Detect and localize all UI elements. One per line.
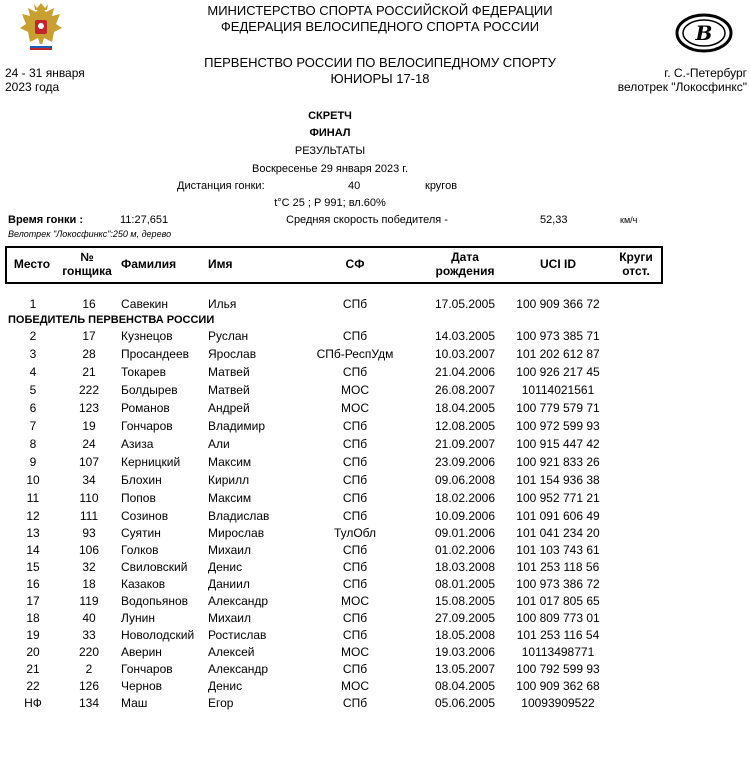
cell-uci: 101 253 116 54 — [516, 628, 600, 642]
cell-uci: 101 154 936 38 — [516, 473, 600, 487]
cell-place: 9 — [29, 455, 37, 469]
table-row — [0, 345, 750, 363]
cell-first: Александр — [208, 594, 269, 608]
table-row — [0, 435, 750, 453]
cell-region: СПб — [342, 611, 368, 625]
cell-dob: 27.09.2005 — [434, 611, 496, 625]
table-row — [0, 575, 750, 593]
cell-region: СПб-РеспУдм — [316, 347, 394, 361]
table-row — [0, 295, 750, 313]
event-venue: велотрек "Локосфинкс" — [617, 80, 747, 94]
cell-uci: 10114021561 — [521, 383, 595, 397]
cell-uci: 100 779 579 71 — [516, 401, 600, 415]
table-row — [0, 626, 750, 644]
cell-dob: 01.02.2006 — [434, 543, 496, 557]
cell-dob: 15.08.2005 — [434, 594, 496, 608]
cell-last: Савекин — [121, 297, 168, 311]
event-city: г. С.-Петербург — [664, 66, 747, 80]
cell-uci: 101 091 606 49 — [516, 509, 600, 523]
cell-uci: 101 017 805 65 — [516, 594, 600, 608]
cell-num: 222 — [78, 383, 100, 397]
cell-num: 123 — [78, 401, 100, 415]
cell-first: Владимир — [208, 419, 266, 433]
cell-region: СПб — [342, 662, 368, 676]
cell-first: Матвей — [208, 383, 250, 397]
table-row — [0, 660, 750, 678]
cell-region: СПб — [342, 628, 368, 642]
cell-last: Свиловский — [121, 560, 188, 574]
cell-dob: 18.05.2008 — [434, 628, 496, 642]
cell-dob: 23.09.2006 — [434, 455, 496, 469]
cell-num: 33 — [82, 628, 96, 642]
cell-last: Блохин — [121, 473, 162, 487]
cell-region: СПб — [342, 365, 368, 379]
cell-dob: 05.06.2005 — [434, 696, 496, 710]
cell-region: СПб — [342, 509, 368, 523]
cell-num: 119 — [79, 594, 99, 608]
table-row — [0, 471, 750, 489]
cell-num: 220 — [78, 645, 100, 659]
col-uci: UCI ID — [540, 257, 576, 271]
col-place: Место — [13, 257, 51, 271]
race-date: Воскресенье 29 января 2023 г. — [251, 163, 409, 175]
cell-num: 19 — [82, 419, 96, 433]
cell-num: 93 — [82, 526, 96, 540]
distance-unit: кругов — [425, 180, 458, 192]
category-title: ЮНИОРЫ 17-18 — [330, 71, 430, 86]
cell-uci: 100 792 599 93 — [516, 662, 600, 676]
cell-place: 1 — [29, 297, 37, 311]
cell-uci: 10113498771 — [521, 645, 595, 659]
cycling-federation-logo-icon — [674, 12, 734, 54]
cell-first: Андрей — [208, 401, 250, 415]
cell-dob: 10.09.2006 — [434, 509, 496, 523]
cell-uci: 100 921 833 26 — [516, 455, 600, 469]
cell-dob: 18.04.2005 — [434, 401, 496, 415]
cell-dob: 21.09.2007 — [434, 437, 496, 451]
cell-last: Голков — [121, 543, 159, 557]
cell-uci: 100 909 362 68 — [516, 679, 600, 693]
table-row — [0, 677, 750, 695]
cell-region: СПб — [342, 696, 368, 710]
cell-first: Ярослав — [208, 347, 257, 361]
cell-place: 22 — [26, 679, 40, 693]
cell-place: 2 — [29, 329, 37, 343]
table-row — [0, 694, 750, 712]
cell-place: 7 — [29, 419, 37, 433]
cell-uci: 101 202 612 87 — [516, 347, 600, 361]
cell-region: СПб — [342, 455, 368, 469]
table-row — [0, 592, 750, 610]
cell-last: Водопьянов — [121, 594, 189, 608]
cell-first: Денис — [208, 560, 243, 574]
cell-num: 16 — [82, 297, 96, 311]
championship-title: ПЕРВЕНСТВО РОССИИ ПО ВЕЛОСИПЕДНОМУ СПОРТУ — [204, 55, 556, 70]
cell-first: Илья — [208, 297, 237, 311]
cell-uci: 101 041 234 20 — [516, 526, 600, 540]
table-row — [0, 524, 750, 542]
cell-num: 34 — [82, 473, 96, 487]
cell-first: Алексей — [208, 645, 255, 659]
col-first-name: Имя — [208, 257, 233, 271]
table-row — [0, 417, 750, 435]
cell-dob: 09.06.2008 — [434, 473, 496, 487]
cell-last: Кузнецов — [121, 329, 173, 343]
table-row — [0, 363, 750, 381]
cell-uci: 100 973 385 71 — [516, 329, 600, 343]
event-year: 2023 года — [5, 80, 60, 94]
cell-first: Максим — [208, 491, 252, 505]
cell-region: СПб — [342, 419, 368, 433]
cell-dob: 18.03.2008 — [434, 560, 496, 574]
cell-region: МОС — [341, 594, 369, 608]
cell-uci: 100 972 599 93 — [516, 419, 600, 433]
cell-num: 32 — [82, 560, 96, 574]
col-dob-line1: Дата — [451, 250, 479, 264]
cell-last: Токарев — [121, 365, 166, 379]
cell-num: 40 — [82, 611, 96, 625]
cell-region: СПб — [342, 329, 368, 343]
distance-value: 40 — [348, 180, 361, 192]
svg-text:B: B — [695, 21, 713, 45]
cell-first: Руслан — [208, 329, 249, 343]
cell-first: Михаил — [208, 611, 251, 625]
winner-speed-value: 52,33 — [540, 214, 568, 226]
distance-label: Дистанция гонки: — [177, 180, 265, 192]
cell-last: Азиза — [121, 437, 154, 451]
cell-num: 110 — [79, 491, 99, 505]
cell-last: Гончаров — [121, 419, 173, 433]
cell-first: Денис — [208, 679, 243, 693]
cell-num: 107 — [78, 455, 100, 469]
weather-conditions: t°C 25 ; P 991; вл.60% — [274, 197, 386, 209]
cell-last: Болдырев — [121, 383, 178, 397]
cell-region: МОС — [341, 679, 369, 693]
cell-last: Новолодский — [121, 628, 195, 642]
results-table-header — [5, 246, 663, 284]
table-row — [0, 327, 750, 345]
cell-place: 4 — [29, 365, 37, 379]
race-time-value: 11:27,651 — [120, 214, 169, 226]
cell-num: 2 — [85, 662, 93, 676]
cell-dob: 19.03.2006 — [434, 645, 496, 659]
cell-first: Мирослав — [208, 526, 265, 540]
table-row — [0, 643, 750, 661]
cell-last: Суятин — [121, 526, 161, 540]
cell-first: Ростислав — [208, 628, 267, 642]
cell-num: 24 — [82, 437, 96, 451]
table-row — [0, 507, 750, 525]
cell-last: Маш — [121, 696, 148, 710]
cell-region: МОС — [341, 401, 369, 415]
cell-num: 134 — [78, 696, 100, 710]
cell-place: 19 — [26, 628, 40, 642]
discipline-title: СКРЕТЧ — [308, 110, 352, 122]
cell-first: Кирилл — [208, 473, 250, 487]
cell-first: Владислав — [208, 509, 270, 523]
cell-place: 14 — [26, 543, 40, 557]
table-row — [0, 399, 750, 417]
cell-first: Максим — [208, 455, 252, 469]
cell-place: 3 — [29, 347, 37, 361]
cell-dob: 12.08.2005 — [434, 419, 496, 433]
col-laps-line2: отст. — [622, 264, 650, 278]
cell-place: 21 — [26, 662, 40, 676]
cell-last: Чернов — [121, 679, 163, 693]
cell-region: СПб — [342, 297, 368, 311]
cell-place: 8 — [29, 437, 37, 451]
table-row — [0, 558, 750, 576]
col-laps-line1: Круги — [619, 250, 653, 264]
table-row — [0, 541, 750, 559]
cell-uci: 100 909 366 72 — [516, 297, 600, 311]
federation-title: ФЕДЕРАЦИЯ ВЕЛОСИПЕДНОГО СПОРТА РОССИИ — [220, 19, 540, 34]
cell-place: 11 — [26, 491, 40, 505]
winner-speed-label: Средняя скорость победителя - — [286, 214, 448, 226]
cell-place: 15 — [26, 560, 40, 574]
cell-uci: 100 926 217 45 — [516, 365, 600, 379]
cell-region: СПб — [342, 560, 368, 574]
cell-num: 18 — [82, 577, 96, 591]
cell-place: 10 — [26, 473, 40, 487]
col-dob-line2: рождения — [435, 264, 495, 278]
winner-speed-unit: км/ч — [620, 215, 638, 225]
cell-place: 18 — [26, 611, 40, 625]
cell-dob: 10.03.2007 — [434, 347, 496, 361]
cell-num: 21 — [82, 365, 96, 379]
cell-region: МОС — [341, 645, 369, 659]
cell-dob: 17.05.2005 — [434, 297, 496, 311]
cell-place: 17 — [26, 594, 40, 608]
col-region: СФ — [345, 257, 365, 271]
cell-region: ТулОбл — [333, 526, 377, 540]
cell-dob: 08.04.2005 — [434, 679, 496, 693]
cell-dob: 26.08.2007 — [434, 383, 496, 397]
cell-first: Егор — [208, 696, 234, 710]
winner-label: ПОБЕДИТЕЛЬ ПЕРВЕНСТВА РОССИИ — [8, 314, 215, 326]
cell-uci: 101 103 743 61 — [516, 543, 600, 557]
table-row — [0, 609, 750, 627]
cell-uci: 100 973 386 72 — [516, 577, 600, 591]
cell-place: 16 — [26, 577, 40, 591]
cell-first: Матвей — [208, 365, 250, 379]
ministry-title: МИНИСТЕРСТВО СПОРТА РОССИЙСКОЙ ФЕДЕРАЦИИ — [207, 3, 553, 18]
cell-dob: 18.02.2006 — [434, 491, 496, 505]
cell-uci: 100 809 773 01 — [516, 611, 600, 625]
table-row — [0, 489, 750, 507]
table-row — [0, 381, 750, 399]
cell-region: МОС — [341, 383, 369, 397]
cell-region: СПб — [342, 473, 368, 487]
col-number-line1: № — [80, 250, 94, 264]
cell-num: 111 — [79, 509, 99, 523]
cell-last: Созинов — [121, 509, 169, 523]
cell-dob: 09.01.2006 — [434, 526, 496, 540]
cell-dob: 14.03.2005 — [434, 329, 496, 343]
table-row — [0, 453, 750, 471]
cell-uci: 100 952 771 21 — [516, 491, 600, 505]
cell-first: Даниил — [208, 577, 250, 591]
cell-first: Александр — [208, 662, 269, 676]
col-number-line2: гонщика — [62, 264, 112, 278]
cell-place: 6 — [29, 401, 37, 415]
col-last-name: Фамилия — [121, 257, 177, 271]
cell-last: Романов — [121, 401, 170, 415]
cell-last: Гончаров — [121, 662, 173, 676]
cell-last: Аверин — [121, 645, 162, 659]
track-note: Велотрек "Локосфинкс":250 м, дерево — [8, 229, 172, 239]
cell-last: Лунин — [121, 611, 155, 625]
cell-last: Попов — [121, 491, 156, 505]
cell-last: Казаков — [121, 577, 166, 591]
cell-dob: 13.05.2007 — [434, 662, 496, 676]
cell-region: СПб — [342, 437, 368, 451]
cell-place: 12 — [26, 509, 40, 523]
cell-region: СПб — [342, 577, 368, 591]
cell-uci: 100 915 447 42 — [516, 437, 600, 451]
cell-place: 13 — [26, 526, 40, 540]
cell-num: 17 — [82, 329, 96, 343]
cell-dob: 08.01.2005 — [434, 577, 496, 591]
cell-first: Михаил — [208, 543, 251, 557]
cell-uci: 10093909522 — [521, 696, 595, 710]
cell-last: Керницкий — [121, 455, 181, 469]
cell-region: СПб — [342, 491, 368, 505]
cell-dob: 21.04.2006 — [434, 365, 496, 379]
results-label: РЕЗУЛЬТАТЫ — [294, 145, 366, 157]
event-dates: 24 - 31 января — [5, 66, 85, 80]
cell-num: 28 — [82, 347, 96, 361]
coat-of-arms-icon — [18, 2, 64, 52]
cell-uci: 101 253 118 56 — [516, 560, 600, 574]
cell-num: 126 — [78, 679, 100, 693]
cell-place: НФ — [24, 696, 42, 710]
cell-first: Али — [208, 437, 230, 451]
cell-last: Просандеев — [121, 347, 189, 361]
cell-place: 20 — [26, 645, 40, 659]
cell-region: СПб — [342, 543, 368, 557]
stage-title: ФИНАЛ — [309, 127, 351, 139]
cell-num: 106 — [78, 543, 100, 557]
cell-place: 5 — [29, 383, 37, 397]
race-time-label: Время гонки : — [8, 214, 84, 226]
